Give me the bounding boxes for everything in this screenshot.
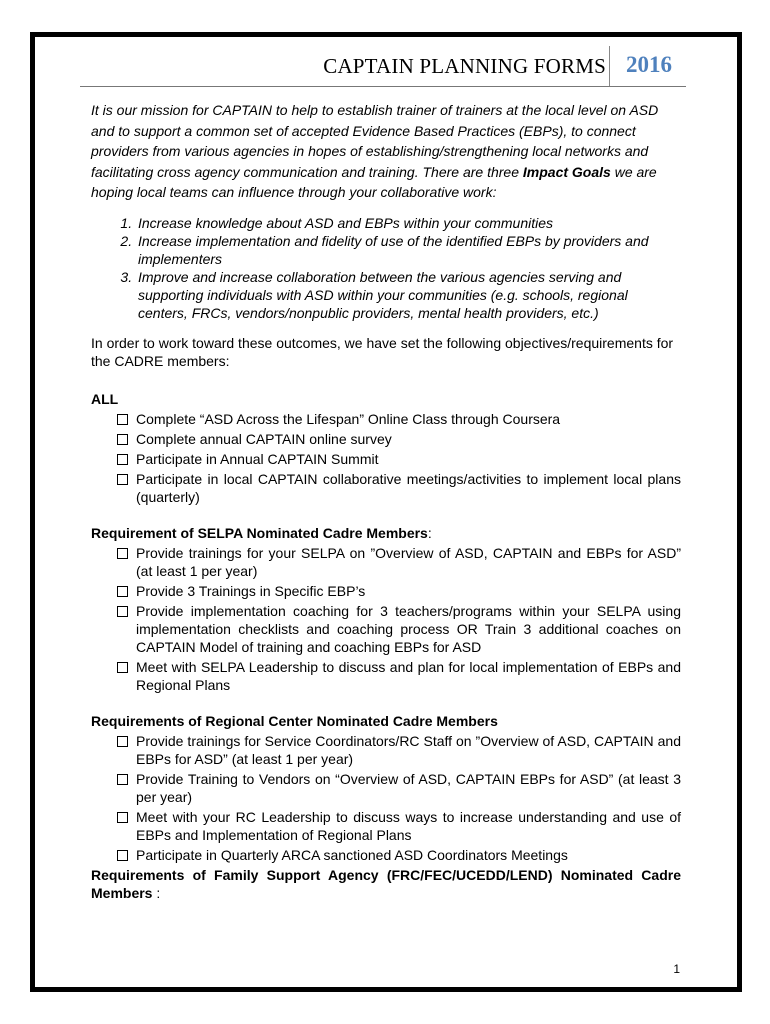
header-title: CAPTAIN PLANNING FORMS [323,54,606,78]
page-number: 1 [673,962,680,976]
impact-goals-list [91,214,681,322]
checklist-item[interactable]: Provide trainings for Service Coordinators/RC Staff on ”Overview of ASD, CAPTAIN and EBPs for ASD” (at least 1 per year) [117,732,681,768]
checkbox-icon[interactable] [117,774,128,785]
section-heading-family-support: Requirements of Family Support Agency (FRC/FEC/UCEDD/LEND) Nominated Cadre Members : [91,866,681,901]
checklist-selpa [91,544,681,694]
checklist-item[interactable]: Meet with your RC Leadership to discuss ways to increase understanding and use of EBPs and Implementation of Regional Plans [117,808,681,844]
checkbox-icon[interactable] [117,548,128,559]
checklist-regional-center [91,732,681,864]
section-heading-all: ALL [91,390,119,407]
page-header [80,46,686,87]
checklist-item[interactable]: Participate in Annual CAPTAIN Summit [117,450,681,468]
checkbox-icon[interactable] [117,736,128,747]
checklist-item[interactable]: Provide trainings for your SELPA on ”Overview of ASD, CAPTAIN and EBPs for ASD” (at least 1 per year) [117,544,681,580]
header-year: 2016 [626,52,672,77]
checklist-item[interactable]: Meet with SELPA Leadership to discuss and plan for local implementation of EBPs and Regional Plans [117,658,681,694]
checkbox-icon[interactable] [117,850,128,861]
checkbox-icon[interactable] [117,434,128,445]
checklist-item[interactable]: Participate in local CAPTAIN collaborative meetings/activities to implement local plans (quarterly) [117,470,681,506]
goal-item: 2. Increase implementation and fidelity of use of the identified EBPs by providers and implementers [136,232,681,268]
goal-item: 3. Improve and increase collaboration between the various agencies serving and supporting individuals with ASD within your communities (e.g. schools, regional centers, FRCs, vendors/nonpublic providers, mental health providers, etc.) [136,268,681,322]
header-divider [609,46,610,86]
checklist-item[interactable]: Complete annual CAPTAIN online survey [117,430,681,448]
checkbox-icon[interactable] [117,662,128,673]
checklist-all [91,410,681,506]
checkbox-icon[interactable] [117,586,128,597]
checklist-item[interactable]: Participate in Quarterly ARCA sanctioned ASD Coordinators Meetings [117,846,681,864]
mission-statement: It is our mission for CAPTAIN to help to establish trainer of trainers at the local level on ASD and to support a common set of accepted Evidence Based Practices (EBPs), to connect providers from various agencies in hopes of establishing/strengthening local networks and facilitating cross agency communication and training. There are three Impact Goals we are hoping local teams can influence through your collaborative work: [91,102,659,200]
goal-item: 1. Increase knowledge about ASD and EBPs within your communities [136,214,681,232]
checkbox-icon[interactable] [117,414,128,425]
checkbox-icon[interactable] [117,606,128,617]
checkbox-icon[interactable] [117,812,128,823]
checklist-item[interactable]: Provide Training to Vendors on “Overview of ASD, CAPTAIN EBPs for ASD” (at least 3 per year) [117,770,681,806]
checkbox-icon[interactable] [117,454,128,465]
section-heading-selpa: Requirement of SELPA Nominated Cadre Members: [91,524,432,541]
section-heading-regional-center: Requirements of Regional Center Nominated Cadre Members [91,712,498,729]
checklist-item[interactable]: Provide 3 Trainings in Specific EBP’s [117,582,681,600]
checkbox-icon[interactable] [117,474,128,485]
objectives-intro: In order to work toward these outcomes, we have set the following objectives/requirements for the CADRE members: [91,334,674,369]
impact-goals-label: Impact Goals [522,163,611,180]
checklist-item[interactable]: Complete “ASD Across the Lifespan” Online Class through Coursera [117,410,681,428]
document-body [91,100,681,902]
checklist-item[interactable]: Provide implementation coaching for 3 teachers/programs within your SELPA using implementation checklists and coaching process OR Train 3 additional coaches on CAPTAIN Model of training and coaching EBPs for ASD [117,602,681,656]
